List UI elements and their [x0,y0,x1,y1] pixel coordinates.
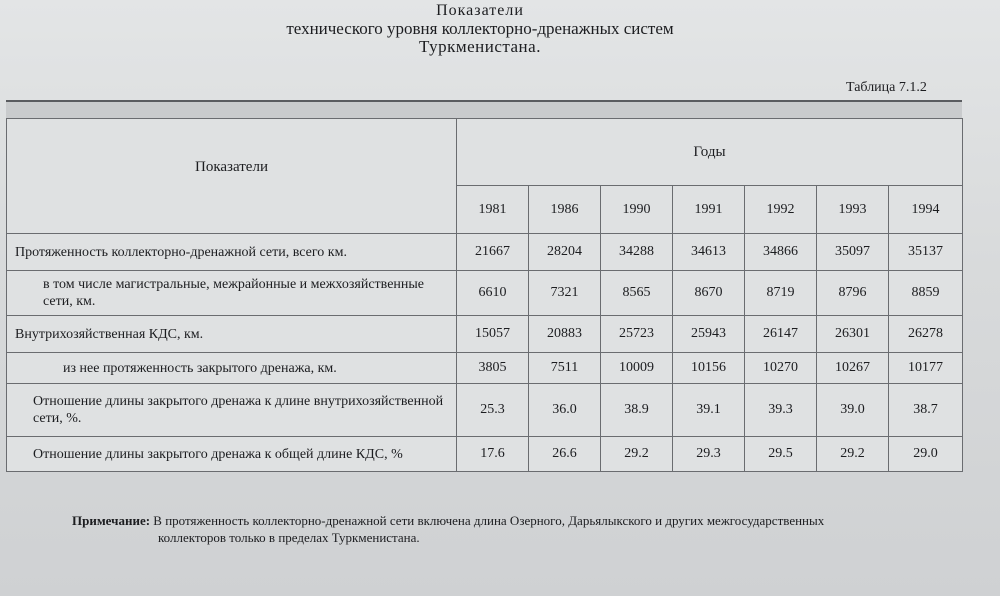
document-title [230,2,730,56]
table-cell: 34613 [673,234,745,271]
table-cell: 29.5 [745,437,817,472]
table-cell: 10177 [889,353,963,384]
table-row [7,384,963,437]
table-cell: 38.9 [601,384,673,437]
table-cell: 39.1 [673,384,745,437]
table-cell: 25.3 [457,384,529,437]
table-cell: 7511 [529,353,601,384]
table-cell: 29.3 [673,437,745,472]
header-years: Годы [457,119,963,186]
table-cell: 29.0 [889,437,963,472]
table-cell: 10156 [673,353,745,384]
table-row [7,234,963,271]
data-table [6,118,963,472]
table-cell: 7321 [529,271,601,316]
title-line-1: Показатели [436,2,524,19]
year-header: 1992 [745,186,817,234]
data-table-frame [6,100,962,470]
row-label: из нее протяженность закрытого дренажа, км. [7,353,457,384]
table-cell: 3805 [457,353,529,384]
table-cell: 8719 [745,271,817,316]
footnote-text-2: коллекторов только в пределах Туркменистана. [158,530,420,545]
row-label: Внутрихозяйственная КДС, км. [7,316,457,353]
table-row [7,437,963,472]
table-cell: 8796 [817,271,889,316]
table-row [7,316,963,353]
table-cell: 26278 [889,316,963,353]
table-cell: 6610 [457,271,529,316]
table-cell: 8565 [601,271,673,316]
table-cell: 26301 [817,316,889,353]
table-cell: 35137 [889,234,963,271]
table-cell: 39.3 [745,384,817,437]
table-cell: 26147 [745,316,817,353]
table-cell: 39.0 [817,384,889,437]
table-cell: 10009 [601,353,673,384]
table-cell: 36.0 [529,384,601,437]
year-header: 1981 [457,186,529,234]
table-cell: 25943 [673,316,745,353]
table-cell: 20883 [529,316,601,353]
title-line-2: технического уровня коллекторно-дренажных систем [286,19,674,38]
table-cell: 8859 [889,271,963,316]
table-cell: 21667 [457,234,529,271]
table-cell: 25723 [601,316,673,353]
footnote [72,512,952,546]
footnote-label: Примечание: [72,513,151,528]
table-cell: 26.6 [529,437,601,472]
table-cell: 34866 [745,234,817,271]
row-label: Протяженность коллекторно-дренажной сети, всего км. [7,234,457,271]
table-row [7,271,963,316]
year-header: 1991 [673,186,745,234]
table-cell: 17.6 [457,437,529,472]
year-header: 1994 [889,186,963,234]
row-label: Отношение длины закрытого дренажа к длине внутрихозяйственной сети, %. [7,384,457,437]
table-cell: 34288 [601,234,673,271]
table-row [7,353,963,384]
footnote-text-1: В протяженность коллекторно-дренажной сети включена длина Озерного, Дарьялыкского и других межгосударственных [153,513,825,528]
table-cell: 8670 [673,271,745,316]
table-cell: 10270 [745,353,817,384]
table-cell: 28204 [529,234,601,271]
table-cell: 35097 [817,234,889,271]
table-cell: 29.2 [601,437,673,472]
footnote-line-1 [72,512,952,529]
table-cell: 10267 [817,353,889,384]
year-header: 1986 [529,186,601,234]
header-indicators: Показатели [7,119,457,234]
year-header: 1993 [817,186,889,234]
table-cell: 29.2 [817,437,889,472]
table-cell: 15057 [457,316,529,353]
row-label: в том числе магистральные, межрайонные и межхозяйственные сети, км. [7,271,457,316]
row-label: Отношение длины закрытого дренажа к общей длине КДС, % [7,437,457,472]
table-cell: 38.7 [889,384,963,437]
table-number: Таблица 7.1.2 [846,80,927,95]
year-header: 1990 [601,186,673,234]
title-line-3: Туркменистана. [419,37,541,56]
